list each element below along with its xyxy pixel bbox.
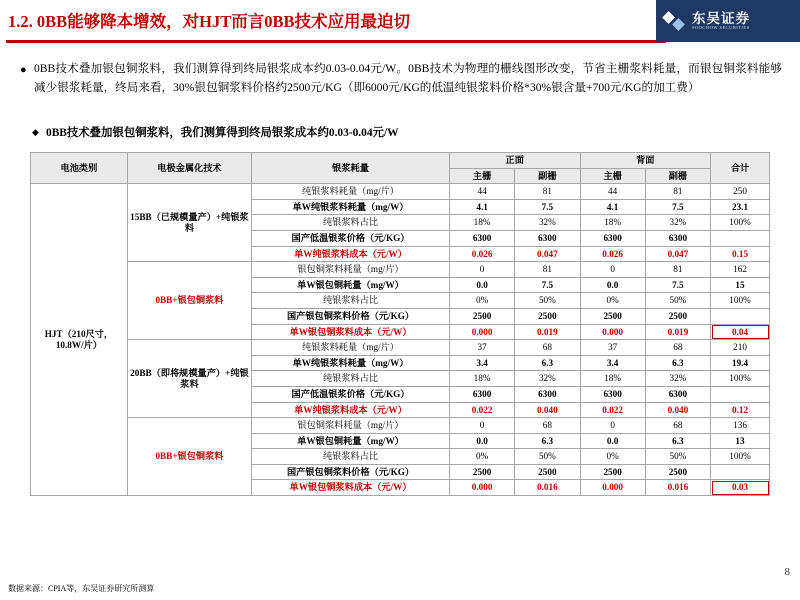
data-cell: 7.5 [515,199,580,215]
page-title: 1.2. 0BB能够降本增效，对HJT而言0BB技术应用最迫切 [8,12,410,31]
metallization-group-name: 0BB+银包铜浆料 [127,262,251,340]
data-cell: 68 [645,340,710,356]
data-cell: 0% [449,293,514,309]
table-row [31,262,770,278]
data-cell: 44 [580,184,645,200]
row-label: 单W银包铜浆料成本（元/W） [252,480,450,496]
data-cell: 0.016 [645,480,710,496]
total-cell: 100% [711,215,770,231]
cell-type-value: HJT（210尺寸，10.8W/片） [31,184,128,496]
total-cell [711,308,770,324]
row-label: 纯银浆料耗量（mg/片） [252,340,450,356]
row-label: 纯银浆料占比 [252,293,450,309]
data-cell: 0.000 [580,480,645,496]
data-cell: 0.000 [449,324,514,340]
th-cell-type: 电池类别 [31,153,128,184]
th-total: 合计 [711,153,770,184]
data-cell: 2500 [449,308,514,324]
data-cell: 7.5 [515,277,580,293]
total-cell: 23.1 [711,199,770,215]
row-label: 纯银浆料占比 [252,449,450,465]
data-cell: 0.0 [449,433,514,449]
total-cell [711,386,770,402]
brand-logo [656,0,800,42]
data-cell: 81 [645,184,710,200]
data-cell: 6.3 [645,355,710,371]
metallization-group-name: 15BB（已规模量产）+纯银浆料 [127,184,251,262]
data-cell: 0% [580,293,645,309]
data-cell: 18% [580,215,645,231]
row-label: 国产低温银浆价格（元/KG） [252,386,450,402]
row-label: 国产低温银浆价格（元/KG） [252,230,450,246]
sub-bullet [32,124,772,140]
logo-name-en: SOOCHOW SECURITIES [692,24,750,30]
total-cell: 100% [711,293,770,309]
data-cell: 0.019 [515,324,580,340]
data-cell: 18% [449,371,514,387]
th-front: 正面 [449,153,580,169]
total-cell: 100% [711,449,770,465]
row-label: 单W银包铜耗量（mg/W） [252,277,450,293]
data-cell: 2500 [449,464,514,480]
diamond-logo-icon [664,10,686,32]
data-cell: 68 [515,340,580,356]
bullet-dot-icon: ● [20,64,27,76]
metallization-group-name: 0BB+银包铜浆料 [127,418,251,496]
data-cell: 50% [515,293,580,309]
data-cell: 50% [645,293,710,309]
data-cell: 0 [449,262,514,278]
total-cell: 136 [711,418,770,434]
data-cell: 7.5 [645,277,710,293]
data-cell: 6300 [645,386,710,402]
data-cell: 2500 [645,308,710,324]
row-label: 银包铜浆料耗量（mg/片） [252,418,450,434]
th-back-fine-grid: 副栅 [645,168,710,184]
table-row [31,184,770,200]
main-bullet [20,60,782,98]
row-label: 纯银浆料占比 [252,215,450,231]
total-cell: 250 [711,184,770,200]
data-cell: 0.022 [580,402,645,418]
row-label: 纯银浆料耗量（mg/片） [252,184,450,200]
total-cell: 0.15 [711,246,770,262]
total-cell: 13 [711,433,770,449]
row-label: 纯银浆料占比 [252,371,450,387]
data-cell: 37 [449,340,514,356]
row-label: 单W纯银浆料耗量（mg/W） [252,355,450,371]
data-cell: 68 [515,418,580,434]
data-cell: 0% [580,449,645,465]
data-cell: 6.3 [515,433,580,449]
total-cell [711,464,770,480]
data-cell: 0.047 [515,246,580,262]
row-label: 国产银包铜浆料价格（元/KG） [252,464,450,480]
slide-header [0,0,800,46]
data-cell: 0.0 [449,277,514,293]
th-consumption: 银浆耗量 [252,153,450,184]
total-cell: 100% [711,371,770,387]
row-label: 银包铜浆料耗量（mg/片） [252,262,450,278]
total-cell-highlighted: 0.04 [711,324,770,340]
table-row [31,340,770,356]
total-cell-highlighted: 0.03 [711,480,770,496]
row-label: 单W纯银浆料耗量（mg/W） [252,199,450,215]
data-cell: 6300 [580,386,645,402]
data-cell: 2500 [580,308,645,324]
data-cell: 0 [580,262,645,278]
source-note: 数据来源：CPIA等，东吴证券研究所测算 [8,584,155,593]
data-cell: 0.000 [449,480,514,496]
header-divider [6,40,666,43]
data-cell: 3.4 [580,355,645,371]
data-cell: 6.3 [645,433,710,449]
row-label: 单W纯银浆料成本（元/W） [252,402,450,418]
data-cell: 2500 [515,464,580,480]
data-cell: 0.022 [449,402,514,418]
total-cell: 210 [711,340,770,356]
metallization-group-name: 20BB（即将规模量产）+纯银浆料 [127,340,251,418]
th-front-main-grid: 主栅 [449,168,514,184]
data-cell: 32% [645,215,710,231]
row-label: 单W银包铜耗量（mg/W） [252,433,450,449]
data-cell: 18% [580,371,645,387]
data-cell: 0.040 [645,402,710,418]
logo-name-cn: 东吴证券 [692,10,750,26]
data-cell: 50% [645,449,710,465]
th-back: 背面 [580,153,711,169]
data-cell: 68 [645,418,710,434]
data-cell: 37 [580,340,645,356]
row-label: 单W银包铜浆料成本（元/W） [252,324,450,340]
data-cell: 81 [515,184,580,200]
data-cell: 0.016 [515,480,580,496]
data-cell: 0.040 [515,402,580,418]
data-cell: 7.5 [645,199,710,215]
data-cell: 6.3 [515,355,580,371]
data-cell: 0.0 [580,277,645,293]
data-cell: 0 [580,418,645,434]
data-cell: 32% [515,371,580,387]
data-cell: 2500 [645,464,710,480]
data-cell: 81 [515,262,580,278]
th-front-fine-grid: 副栅 [515,168,580,184]
data-cell: 6300 [515,230,580,246]
data-cell: 0 [449,418,514,434]
main-bullet-text: 0BB技术叠加银包铜浆料，我们测算得到终局银浆成本约0.03-0.04元/W。0BB技术为物理的栅线图形改变，节省主栅浆料耗量，而银包铜浆料能够减少银浆耗量，终局来看，30%银包铜浆料价格约2500元/KG（即6000元/KG的低温纯银浆料价格*30%银含量+700元/KG的加工费） [34,62,782,94]
data-cell: 4.1 [449,199,514,215]
data-cell: 6300 [645,230,710,246]
data-cell: 0.019 [645,324,710,340]
data-cell: 2500 [580,464,645,480]
data-cell: 0.026 [580,246,645,262]
data-cell: 0% [449,449,514,465]
total-cell: 162 [711,262,770,278]
data-cell: 6300 [580,230,645,246]
data-cell: 4.1 [580,199,645,215]
data-cell: 3.4 [449,355,514,371]
data-cell: 0.047 [645,246,710,262]
table-body [31,184,770,496]
data-cell: 6300 [515,386,580,402]
data-cell: 32% [645,371,710,387]
th-metallization: 电极金属化技术 [127,153,251,184]
sub-bullet-text: 0BB技术叠加银包铜浆料，我们测算得到终局银浆成本约0.03-0.04元/W [46,127,399,139]
table-row [31,418,770,434]
page-number: 8 [784,566,790,578]
total-cell [711,230,770,246]
data-cell: 0.026 [449,246,514,262]
data-cell: 32% [515,215,580,231]
total-cell: 0.12 [711,402,770,418]
total-cell: 15 [711,277,770,293]
data-cell: 6300 [449,386,514,402]
data-cell: 81 [645,262,710,278]
data-cell: 44 [449,184,514,200]
diamond-bullet-icon: ◆ [32,127,39,137]
data-cell: 0.000 [580,324,645,340]
data-cell: 18% [449,215,514,231]
data-cell: 50% [515,449,580,465]
data-cell: 2500 [515,308,580,324]
row-label: 单W纯银浆料成本（元/W） [252,246,450,262]
data-cell: 6300 [449,230,514,246]
silver-paste-cost-table [30,152,770,496]
data-cell: 0.0 [580,433,645,449]
total-cell: 19.4 [711,355,770,371]
th-back-main-grid: 主栅 [580,168,645,184]
data-table-wrapper [30,152,770,496]
row-label: 国产银包铜浆料价格（元/KG） [252,308,450,324]
table-header [31,153,770,184]
